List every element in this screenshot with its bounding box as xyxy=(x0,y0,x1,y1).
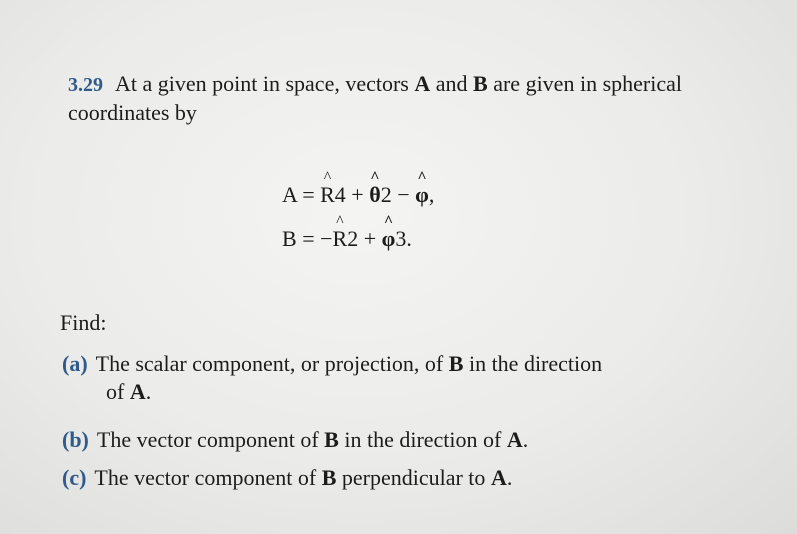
problem-statement: 3.29 At a given point in space, vectors A and B are given in spherical coordinates by xyxy=(68,71,682,125)
equation-a: A = R ^4 + θ ^2 − φ ^, xyxy=(282,182,434,208)
equation-b: B = −R ^2 + φ ^3. xyxy=(282,226,412,252)
question-c: (c) The vector component of B perpendicular to A. xyxy=(62,465,513,490)
problem-number: 3.29 xyxy=(68,74,103,96)
question-a: (a) The scalar component, or projection, of B in the direction of A. xyxy=(62,351,603,404)
find-label: Find: xyxy=(60,310,107,335)
question-b: (b) The vector component of B in the direction of A. xyxy=(62,427,529,452)
